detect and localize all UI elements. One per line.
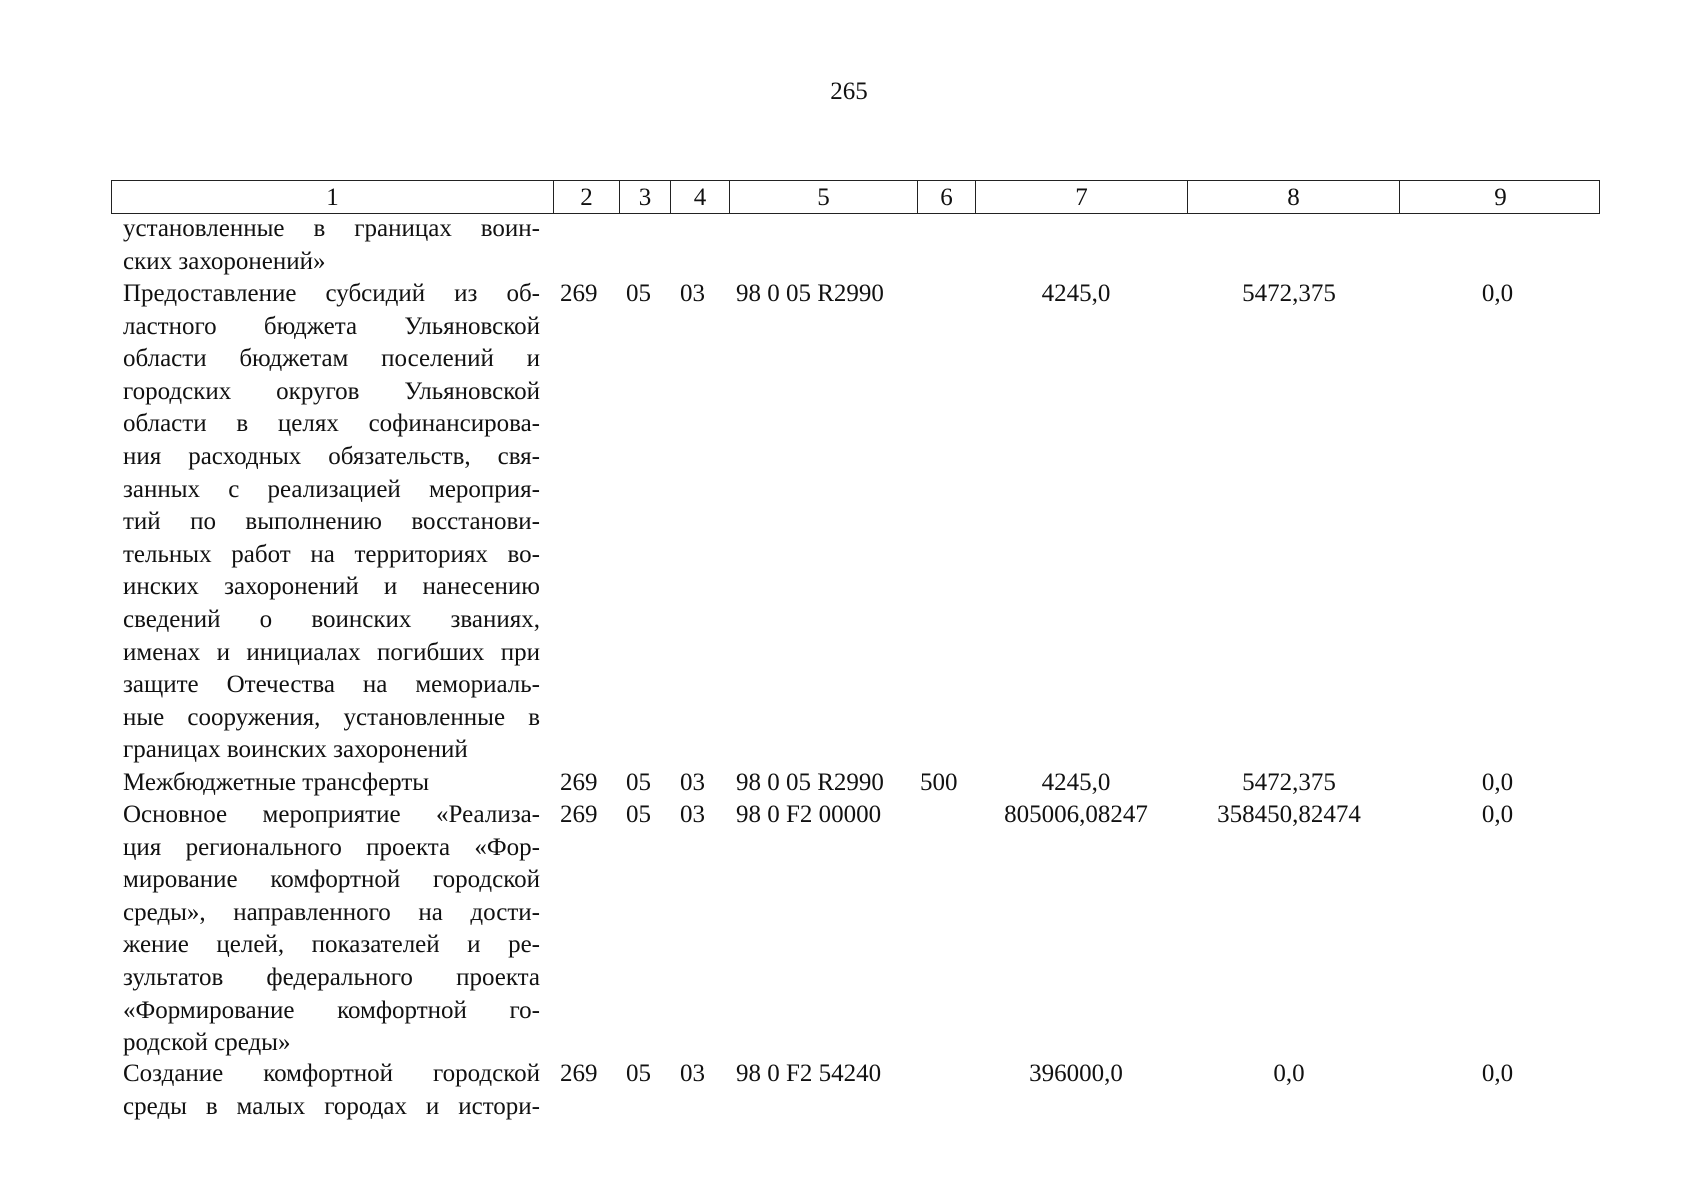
desc-line: Создание комфортной городской xyxy=(123,1060,540,1087)
cell-amount-col9: 0,0 xyxy=(1481,801,1514,828)
cell-amount-col9: 0,0 xyxy=(1481,769,1514,796)
cell-section: 05 xyxy=(626,280,651,307)
row-description xyxy=(123,278,540,767)
desc-line: области в целях софинансирова- xyxy=(123,410,540,438)
header-col-4: 4 xyxy=(670,181,729,213)
desc-line: области бюджетам поселений и xyxy=(123,345,540,373)
desc-line: ция регионального проекта «Фор- xyxy=(123,833,540,861)
row-description xyxy=(123,767,540,800)
cell-section: 05 xyxy=(626,769,651,796)
row-description xyxy=(123,1058,540,1123)
desc-line: именах и инициалах погибших при xyxy=(123,638,540,666)
header-col-9: 9 xyxy=(1399,181,1601,213)
desc-line: среды», направленного на дости- xyxy=(123,898,540,926)
header-col-3: 3 xyxy=(619,181,670,213)
desc-line: защите Отечества на мемориаль- xyxy=(123,671,540,699)
cell-amount-col9: 0,0 xyxy=(1481,1060,1514,1087)
desc-line: тий по выполнению восстанови- xyxy=(123,508,540,536)
cell-amount-col8: 358450,82474 xyxy=(1217,801,1361,828)
row-description xyxy=(123,213,540,278)
desc-line: городских округов Ульяновской xyxy=(123,377,540,405)
desc-line: родской среды» xyxy=(123,1029,291,1057)
desc-line: среды в малых городах и истори- xyxy=(123,1092,540,1120)
desc-line: инских захоронений и нанесению xyxy=(123,573,540,601)
desc-line: Предоставление субсидий из об- xyxy=(123,280,540,307)
cell-target-article: 98 0 05 R2990 xyxy=(736,769,884,796)
header-col-6: 6 xyxy=(917,181,975,213)
header-col-8: 8 xyxy=(1187,181,1399,213)
desc-line: ные сооружения, установленные в xyxy=(123,703,540,731)
cell-expense-type: 500 xyxy=(920,769,958,796)
cell-ministry: 269 xyxy=(560,801,598,828)
cell-ministry: 269 xyxy=(560,280,598,307)
cell-subsection: 03 xyxy=(680,801,705,828)
desc-line: ластного бюджета Ульяновской xyxy=(123,312,540,340)
desc-line: установленные в границах воин- xyxy=(123,215,540,242)
cell-target-article: 98 0 F2 54240 xyxy=(736,1060,882,1087)
cell-amount-col7: 396000,0 xyxy=(1029,1060,1123,1087)
cell-amount-col7: 4245,0 xyxy=(1041,280,1111,307)
header-col-7: 7 xyxy=(975,181,1187,213)
desc-line: ских захоронений» xyxy=(123,247,326,275)
header-col-5: 5 xyxy=(729,181,917,213)
desc-line: занных с реализацией мероприя- xyxy=(123,475,540,503)
header-col-2: 2 xyxy=(553,181,619,213)
desc-line: «Формирование комфортной го- xyxy=(123,996,540,1024)
cell-subsection: 03 xyxy=(680,280,705,307)
cell-amount-col7: 4245,0 xyxy=(1041,769,1111,796)
cell-amount-col8: 5472,375 xyxy=(1242,769,1336,796)
cell-subsection: 03 xyxy=(680,1060,705,1087)
cell-target-article: 98 0 F2 00000 xyxy=(736,801,882,828)
desc-line: мирование комфортной городской xyxy=(123,866,540,894)
desc-line: ния расходных обязательств, свя- xyxy=(123,442,540,470)
table-header xyxy=(111,180,1600,214)
cell-target-article: 98 0 05 R2990 xyxy=(736,280,884,307)
cell-section: 05 xyxy=(626,801,651,828)
desc-line: тельных работ на территориях во- xyxy=(123,540,540,568)
cell-amount-col8: 5472,375 xyxy=(1242,280,1336,307)
cell-amount-col8: 0,0 xyxy=(1273,1060,1305,1087)
row-description xyxy=(123,799,540,1060)
cell-amount-col9: 0,0 xyxy=(1481,280,1514,307)
desc-line: жение целей, показателей и ре- xyxy=(123,931,540,959)
desc-line: Основное мероприятие «Реализа- xyxy=(123,801,540,828)
page-number: 265 xyxy=(830,78,868,105)
cell-ministry: 269 xyxy=(560,769,598,796)
cell-ministry: 269 xyxy=(560,1060,598,1087)
desc-line: сведений о воинских званиях, xyxy=(123,605,540,633)
desc-line: зультатов федерального проекта xyxy=(123,963,540,991)
header-col-1: 1 xyxy=(326,184,339,211)
cell-amount-col7: 805006,08247 xyxy=(1004,801,1148,828)
desc-line: границах воинских захоронений xyxy=(123,736,468,764)
cell-subsection: 03 xyxy=(680,769,705,796)
desc-line: Межбюджетные трансферты xyxy=(123,769,430,796)
cell-section: 05 xyxy=(626,1060,651,1087)
